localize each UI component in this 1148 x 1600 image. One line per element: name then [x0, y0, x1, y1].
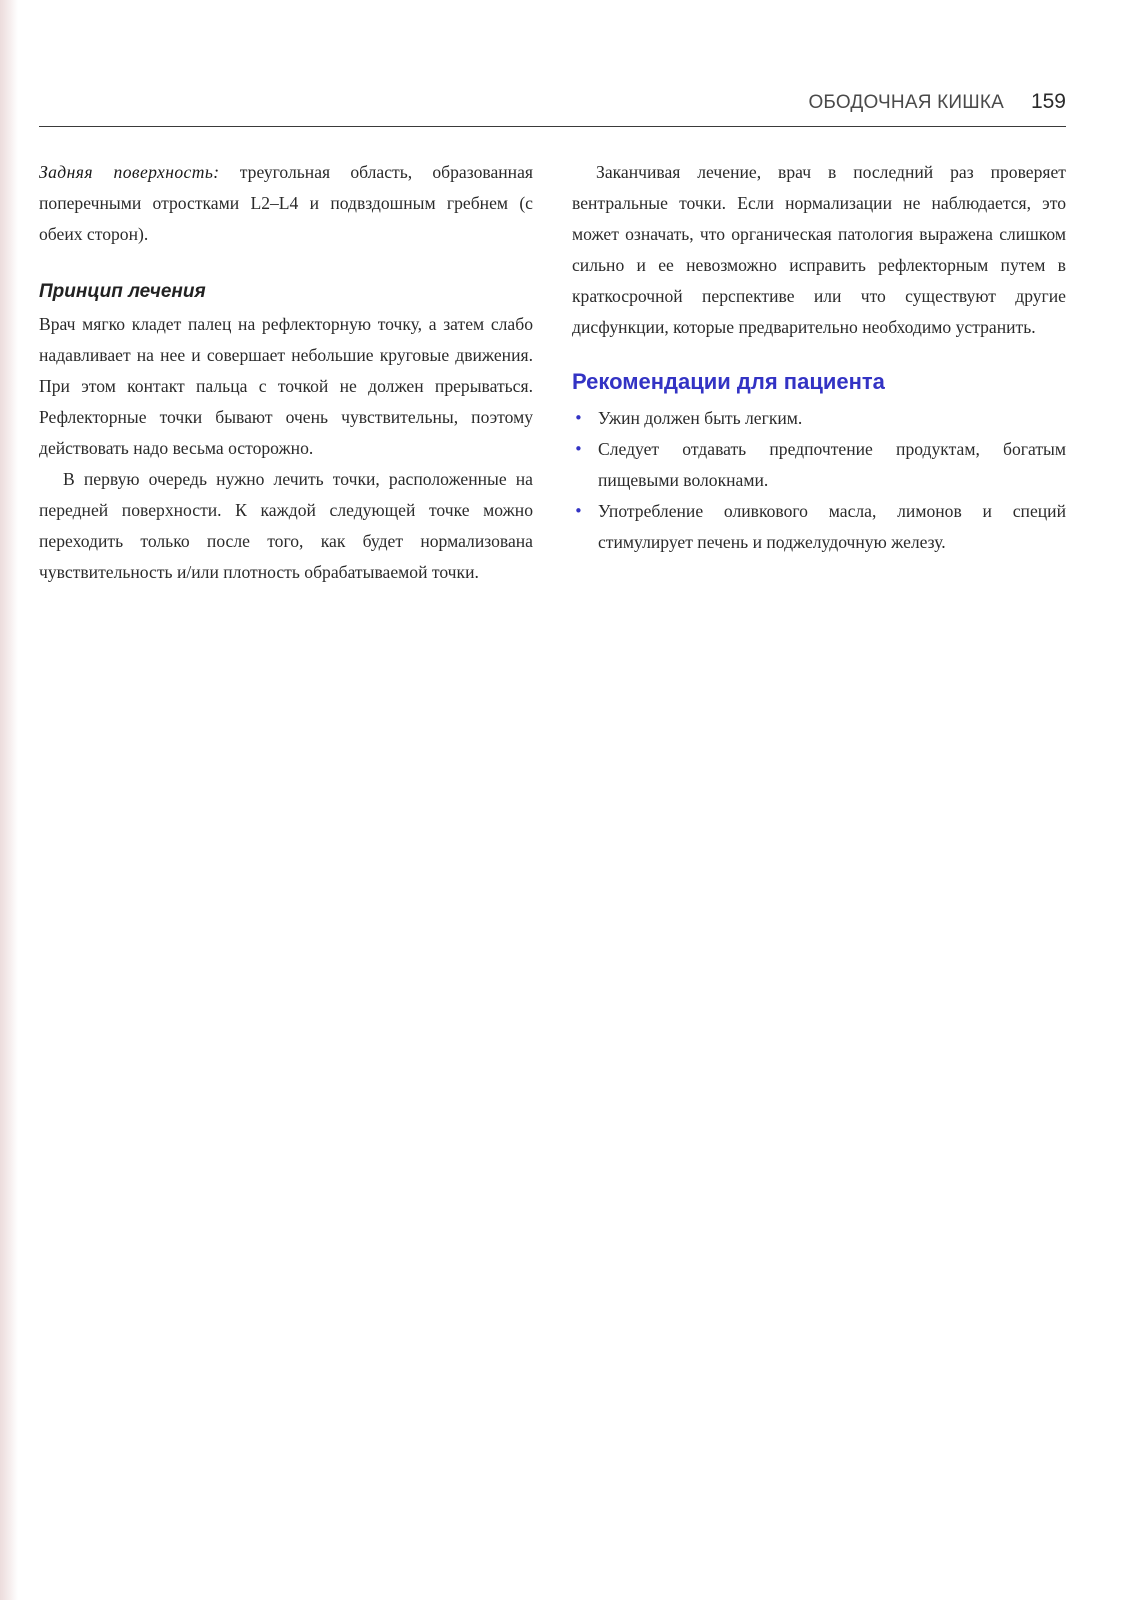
left-column	[39, 157, 533, 588]
running-header	[39, 88, 1066, 127]
treatment-principle-paragraph-2: В первую очередь нужно лечить точки, расположенные на передней поверхности. К каждой следующей точке можно переходить только после того, как будет нормализована чувствительность и/или плотность обрабатываемой точки.	[39, 469, 533, 582]
bullet-icon: •	[574, 502, 583, 520]
treatment-principle-paragraph-1: Врач мягко кладет палец на рефлекторную точку, а затем слабо надавливает на нее и совершает небольшие круговые движения. При этом контакт пальца с точкой не должен прерываться. Рефлекторные точки бывают очень чувствительны, поэтому действовать надо весьма осторожно.	[39, 314, 533, 458]
chapter-title: ОБОДОЧНАЯ КИШКА	[808, 92, 1004, 113]
list-item-text: Употребление оливкового масла, лимонов и специй стимулирует печень и поджелудочную железу.	[598, 501, 1066, 552]
posterior-surface-term: Задняя поверхность:	[39, 162, 220, 182]
treatment-principle-heading: Принцип лечения	[39, 281, 206, 302]
posterior-surface-paragraph	[39, 157, 533, 250]
page-number: 159	[1030, 90, 1066, 113]
right-column	[572, 157, 1066, 558]
patient-recommendations-heading: Рекомендации для пациента	[572, 369, 885, 394]
recommendations-list	[572, 403, 1066, 558]
list-item-text: Ужин должен быть легким.	[598, 408, 803, 428]
finishing-treatment-paragraph: Заканчивая лечение, врач в последний раз проверяет вентральные точки. Если нормализации не наблюдается, это может означать, что органическая патология выражена слишком сильно и ее невозможно исправить рефлекторным путем в краткосрочной перспективе или что существуют другие дисфункции, которые предварительно необходимо устранить.	[572, 162, 1066, 337]
list-item	[572, 496, 1066, 558]
list-item	[572, 403, 1066, 434]
bullet-icon: •	[574, 409, 583, 427]
page-edge-shadow	[0, 0, 18, 1600]
bullet-icon: •	[574, 440, 583, 458]
posterior-surface-text: треугольная область, образованная поперечными отростками L2–L4 и подвздошным гребнем (с обеих сторон).	[39, 162, 533, 244]
list-item-text: Следует отдавать предпочтение продуктам, богатым пищевыми волокнами.	[598, 439, 1066, 490]
list-item	[572, 434, 1066, 496]
